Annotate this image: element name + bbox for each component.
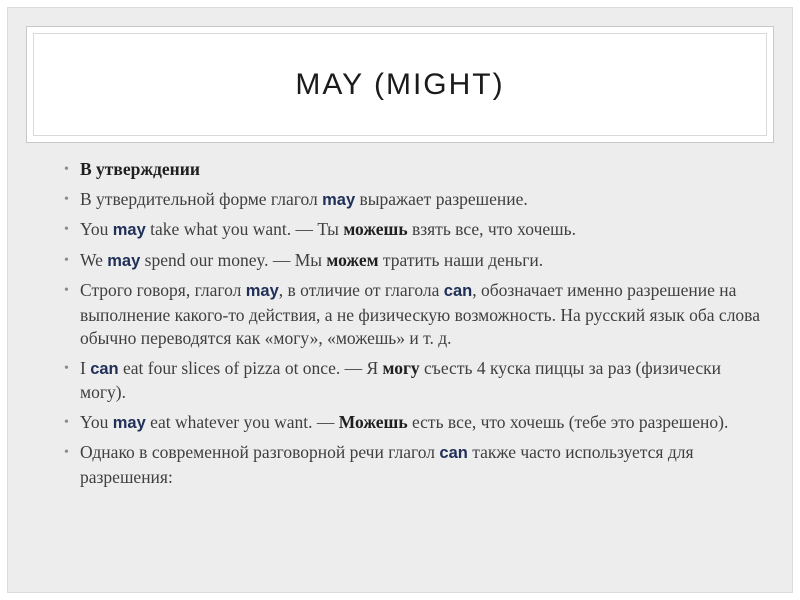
bullet-item (64, 411, 764, 436)
keyword: can (90, 359, 119, 378)
keyword: may (245, 282, 279, 300)
emphasis-text: Можешь (338, 411, 408, 432)
bullet-icon: • (64, 283, 69, 298)
bullet-text: I (80, 357, 91, 378)
title-box (26, 26, 774, 143)
keyword: can (443, 282, 473, 300)
bullet-icon: • (64, 162, 69, 177)
bullet-text: eat four slices of pizza ot once. — Я (118, 357, 383, 378)
bullet-list (64, 158, 764, 495)
bullet-item (64, 249, 764, 274)
bullet-icon: • (64, 414, 69, 430)
bullet-text: Строго говоря, глагол (80, 280, 246, 300)
bullet-text: также часто используется для разрешения: (80, 442, 694, 487)
bullet-item (64, 441, 764, 489)
emphasis-text: могу (382, 357, 420, 378)
bullet-text: take what you want. — Ты (145, 219, 344, 239)
title-inner-frame (33, 33, 767, 136)
bullet-text: тратить наши деньги. (378, 249, 544, 270)
bullet-text: выражает разрешение. (355, 188, 528, 209)
emphasis-text: можешь (343, 219, 408, 239)
bullet-text: You (80, 411, 113, 432)
bullet-icon: • (64, 445, 69, 460)
bullet-item (64, 357, 764, 405)
keyword: may (322, 190, 356, 209)
slide (8, 8, 792, 592)
bullet-text: , обозначает именно разрешение на выполнение какого-то действия, а не физическую возможность. На русский язык оба слова обычно переводятся как «могу», «можешь» и т. д. (80, 280, 760, 348)
keyword: may (107, 251, 141, 270)
bullet-text: Однако в современной разговорной речи глагол (80, 442, 440, 462)
emphasis-text: можем (326, 249, 379, 270)
bullet-text: , в отличие от глагола (278, 280, 444, 300)
bullet-text: We (80, 249, 108, 270)
bullet-text: spend our money. — Мы (140, 249, 327, 270)
bullet-text: eat whatever you want. — (145, 411, 339, 432)
bullet-icon: • (64, 252, 69, 268)
bullet-item (64, 158, 764, 182)
bullet-icon: • (64, 191, 69, 207)
bullet-text: В утвердительной форме глагол (80, 188, 323, 209)
emphasis-text: В утверждении (80, 159, 200, 179)
bullet-icon: • (64, 222, 69, 237)
bullet-item (64, 279, 764, 351)
keyword: can (439, 444, 468, 462)
bullet-item (64, 218, 764, 243)
bullet-text: взять все, что хочешь. (407, 219, 576, 239)
bullet-text: You (80, 219, 113, 239)
slide-title: MAY (MIGHT) (295, 67, 505, 101)
bullet-item (64, 188, 764, 213)
bullet-text: есть все, что хочешь (тебе это разрешено). (407, 411, 729, 432)
keyword: may (112, 221, 146, 239)
bullet-text: съесть 4 куска пиццы за раз (физически могу). (80, 357, 722, 402)
keyword: may (112, 413, 146, 432)
bullet-icon: • (64, 360, 69, 376)
